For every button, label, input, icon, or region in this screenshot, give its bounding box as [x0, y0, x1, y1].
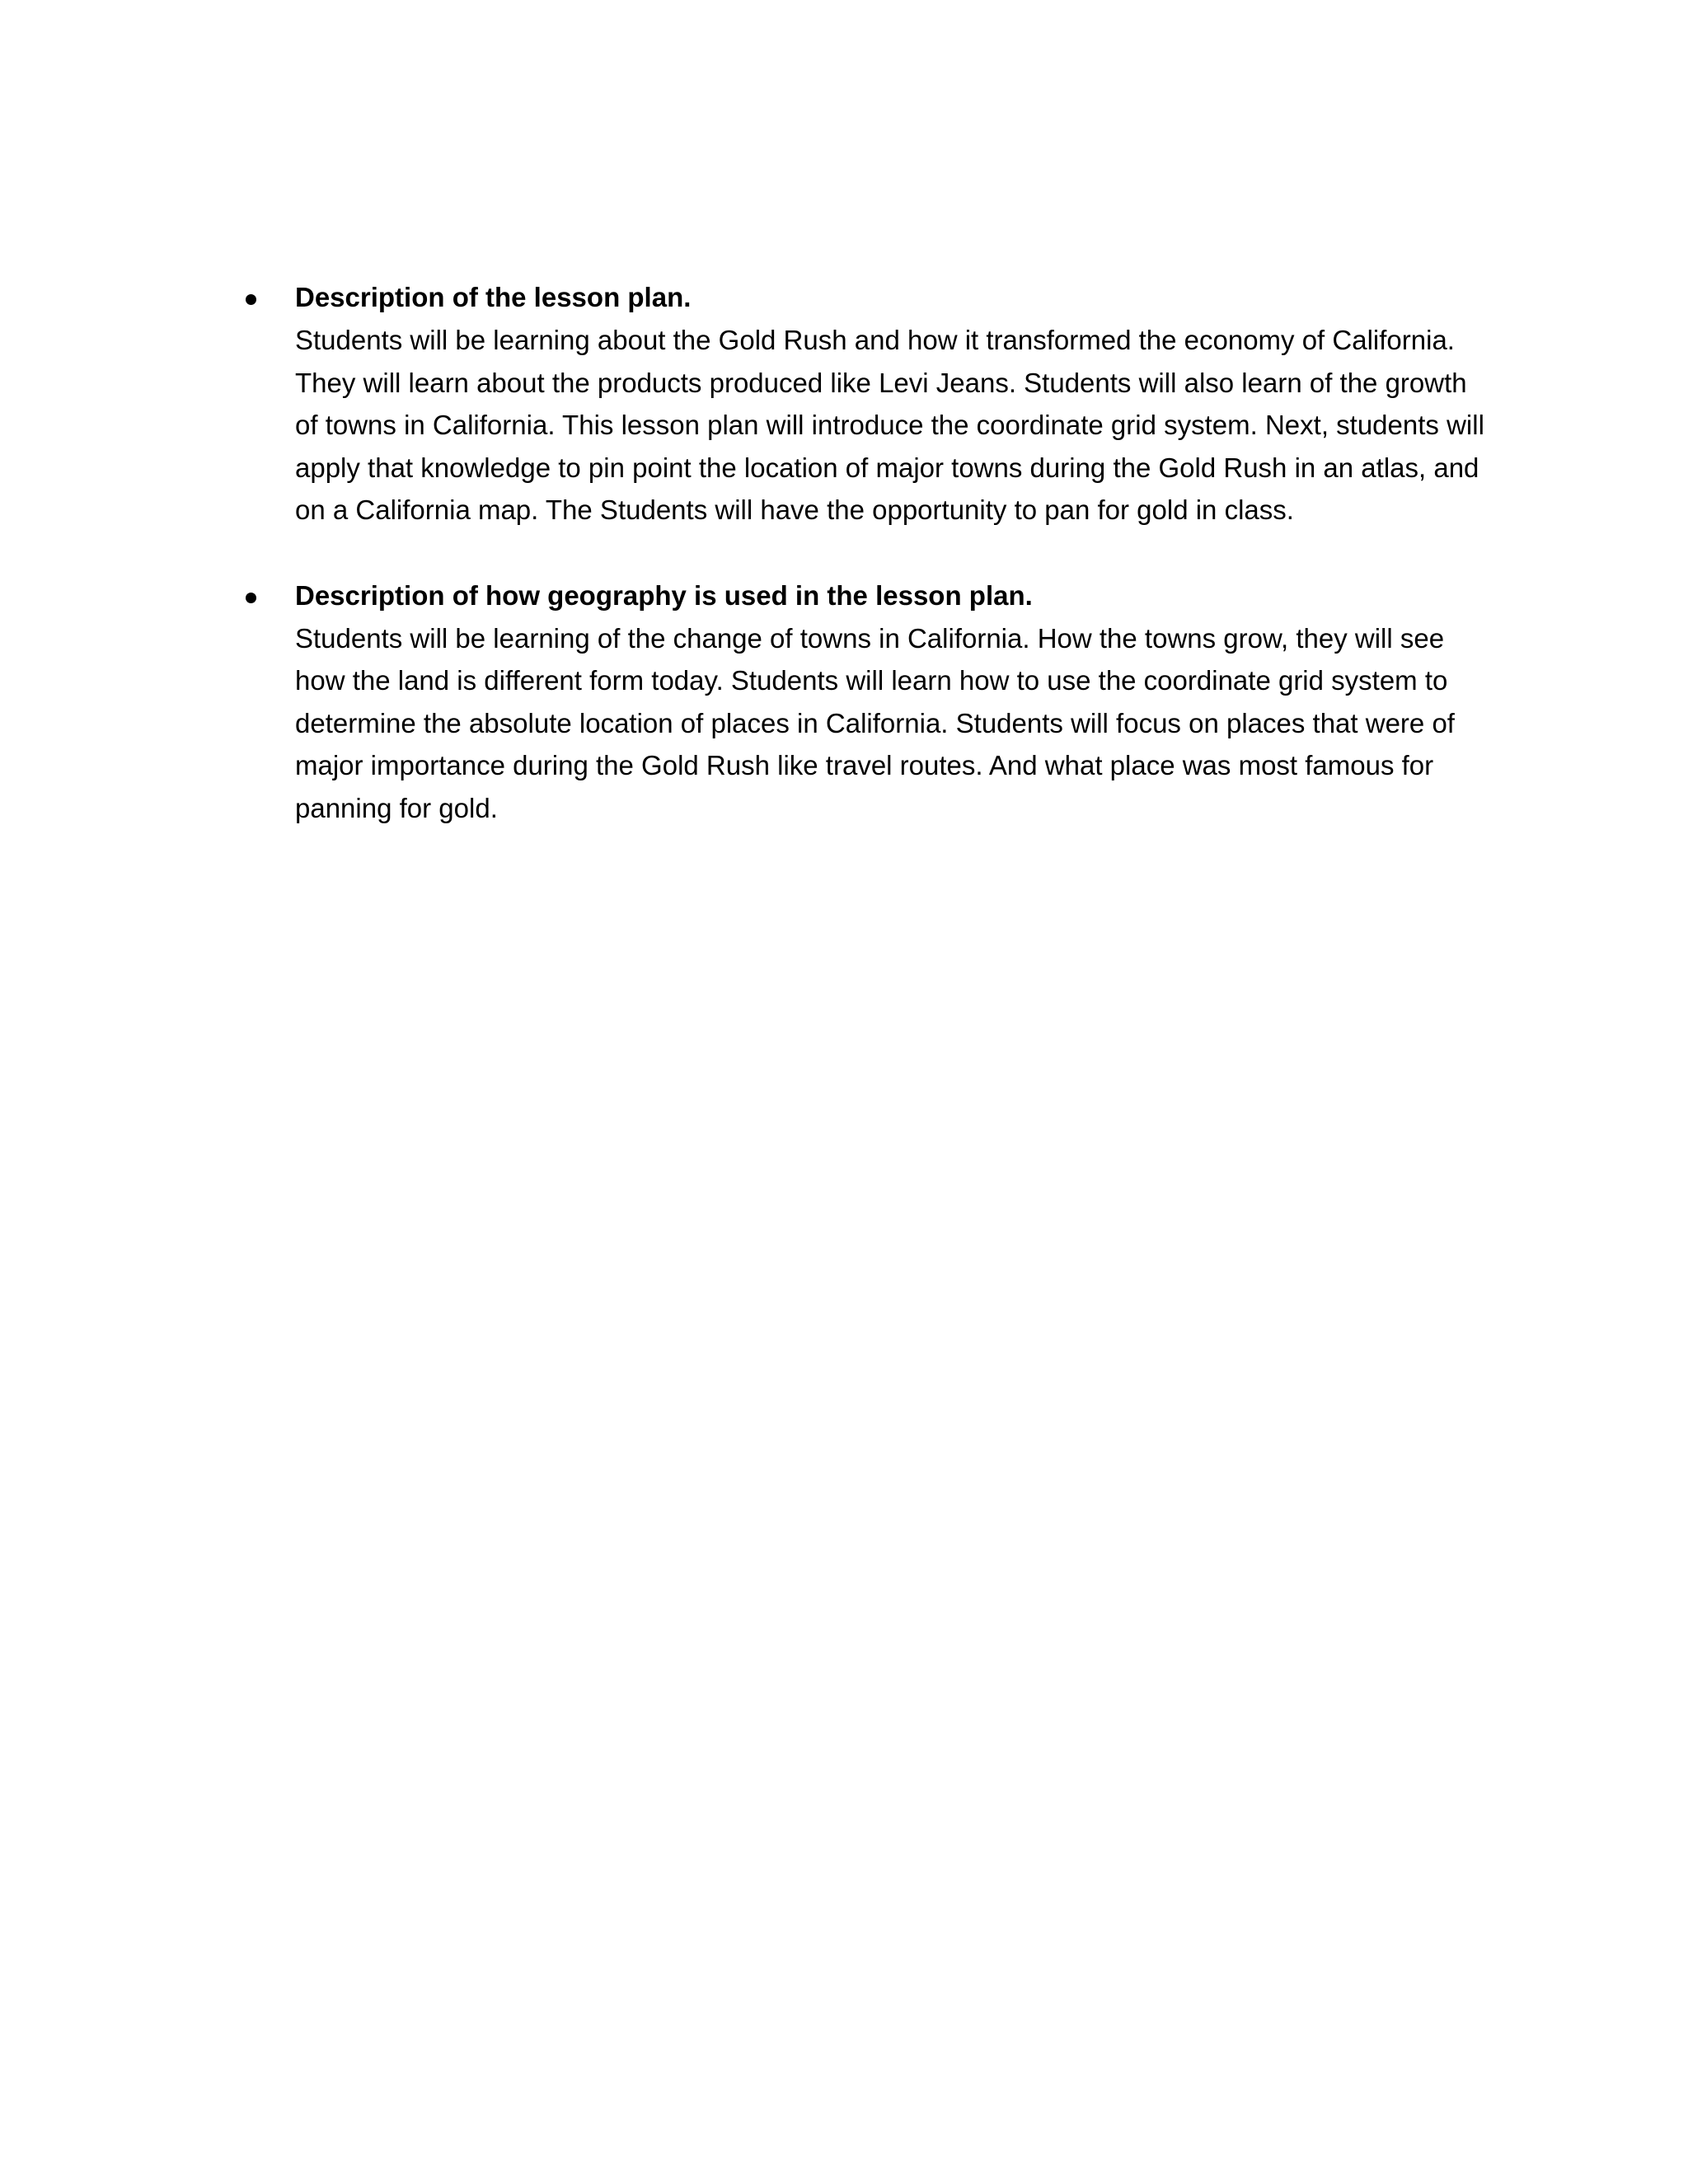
bullet-icon	[246, 593, 256, 603]
bullet-list	[239, 276, 1492, 872]
list-item-geography	[239, 574, 1492, 830]
section-heading: Description of the lesson plan.	[295, 282, 692, 312]
section-heading: Description of how geography is used in the lesson plan.	[295, 579, 1033, 611]
list-item-lesson-plan	[239, 276, 1492, 532]
section-body: Students will be learning about the Gold Rush and how it transformed the economy of California. They will learn about the products produced like Levi Jeans. Students will also learn of the growth of towns in California. This lesson plan will introduce the coordinate grid system. Next, students will apply that knowledge to pin point the location of major towns during the Gold Rush in an atlas, and on a California map. The Students will have the opportunity to pan for gold in class.	[295, 325, 1484, 525]
section-body: Students will be learning of the change of towns in California. How the towns grow, they will see how the land is different form today. Students will learn how to use the coordinate grid system to determine the absolute location of places in California. Students will focus on places that were of major importance during the Gold Rush like travel routes. And what place was most famous for panning for gold.	[295, 622, 1455, 823]
bullet-icon	[246, 294, 256, 305]
